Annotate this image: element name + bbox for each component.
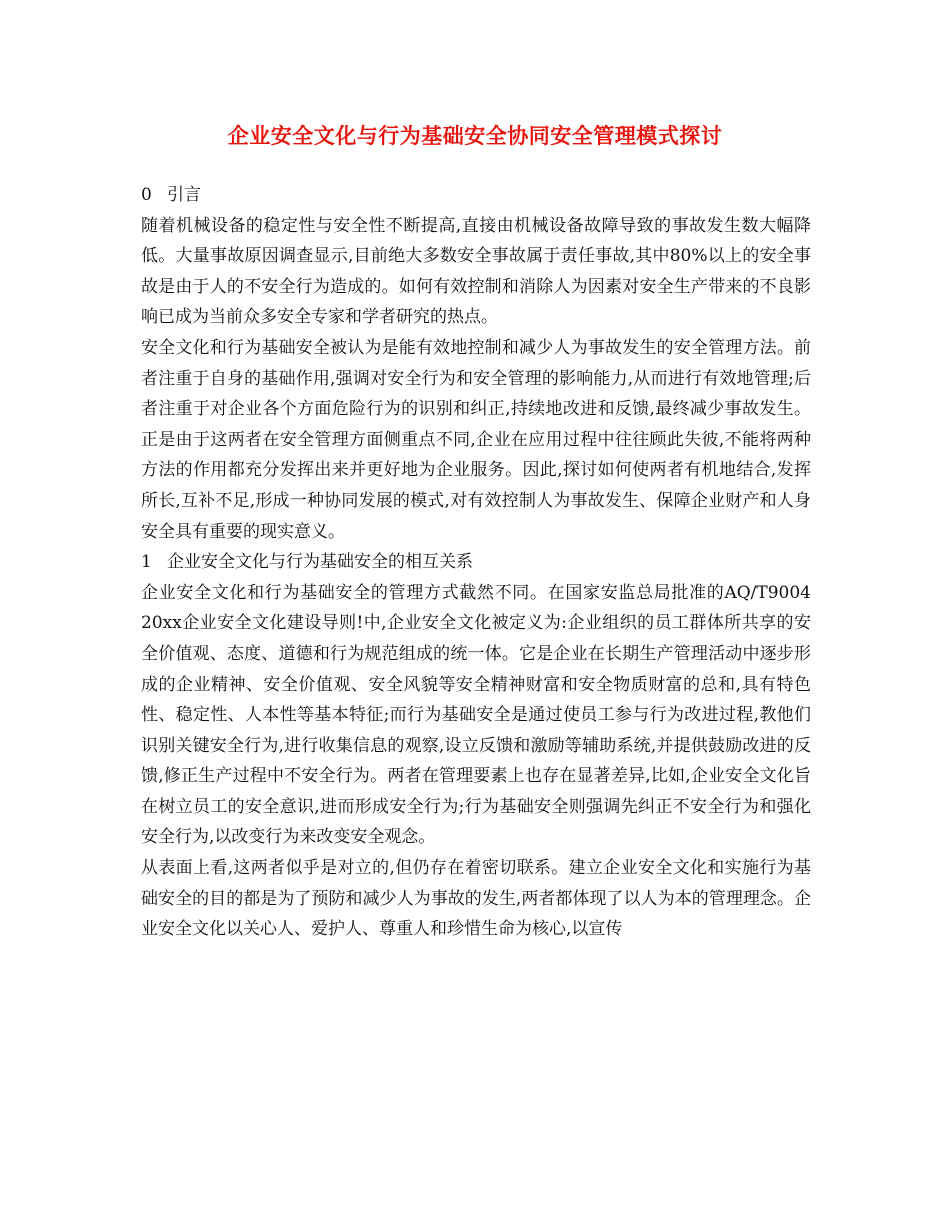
document-title: 企业安全文化与行为基础安全协同安全管理模式探讨 xyxy=(227,123,723,148)
section-heading-intro xyxy=(141,180,811,211)
section-title: 引言 xyxy=(167,185,201,205)
paragraph: 安全文化和行为基础安全被认为是能有效地控制和减少人为事故发生的安全管理方法。前者注重于自身的基础作用,强调对安全行为和安全管理的影响能力,从而进行有效地管理;后者注重于对企业各个方面危险行为的识别和纠正,持续地改进和反馈,最终减少事故发生。正是由于这两者在安全管理方面侧重点不同,企业在应用过程中往往顾此失彼,不能将两种方法的作用都充分发挥出来并更好地为企业服务。因此,探讨如何使两者有机地结合,发挥所长,互补不足,形成一种协同发展的模式,对有效控制人为事故发生、保障企业财产和人身安全具有重要的现实意义。 xyxy=(141,337,811,542)
paragraph: 随着机械设备的稳定性与安全性不断提高,直接由机械设备故障导致的事故发生数大幅降低。大量事故原因调查显示,目前绝大多数安全事故属于责任事故,其中80%以上的安全事故是由于人的不安全行为造成的。如何有效控制和消除人为因素对安全生产带来的不良影响已成为当前众多安全专家和学者研究的热点。 xyxy=(141,215,811,328)
paragraph: 企业安全文化和行为基础安全的管理方式截然不同。在国家安监总局批准的AQ/T9004 20xx企业安全文化建设导则!中,企业安全文化被定义为:企业组织的员工群体所共享的安全价值观、态度、道德和行为规范组成的统一体。它是企业在长期生产管理活动中逐步形成的企业精神、安全价值观、安全风貌等安全精神财富和安全物质财富的总和,具有特色性、稳定性、人本性等基本特征;而行为基础安全是通过使员工参与行为改进过程,教他们识别关键安全行为,进行收集信息的观察,设立反馈和激励等辅助系统,并提供鼓励改进的反馈,修正生产过程中不安全行为。两者在管理要素上也存在显著差异,比如,企业安全文化旨在树立员工的安全意识,进而形成安全行为;行为基础安全则强调先纠正不安全行为和强化安全行为,以改变行为来改变安全观念。 xyxy=(141,582,811,848)
document-body xyxy=(141,180,811,945)
section-title: 企业安全文化与行为基础安全的相互关系 xyxy=(167,552,473,573)
paragraph: 从表面上看,这两者似乎是对立的,但仍存在着密切联系。建立企业安全文化和实施行为基础安全的目的都是为了预防和减少人为事故的发生,两者都体现了以人为本的管理理念。企业安全文化以关心人、爱护人、尊重人和珍惜生命为核心,以宣传 xyxy=(141,858,811,940)
section-number: 1 xyxy=(141,552,152,573)
section-heading-relationship xyxy=(141,547,811,578)
section-number: 0 xyxy=(141,185,152,205)
